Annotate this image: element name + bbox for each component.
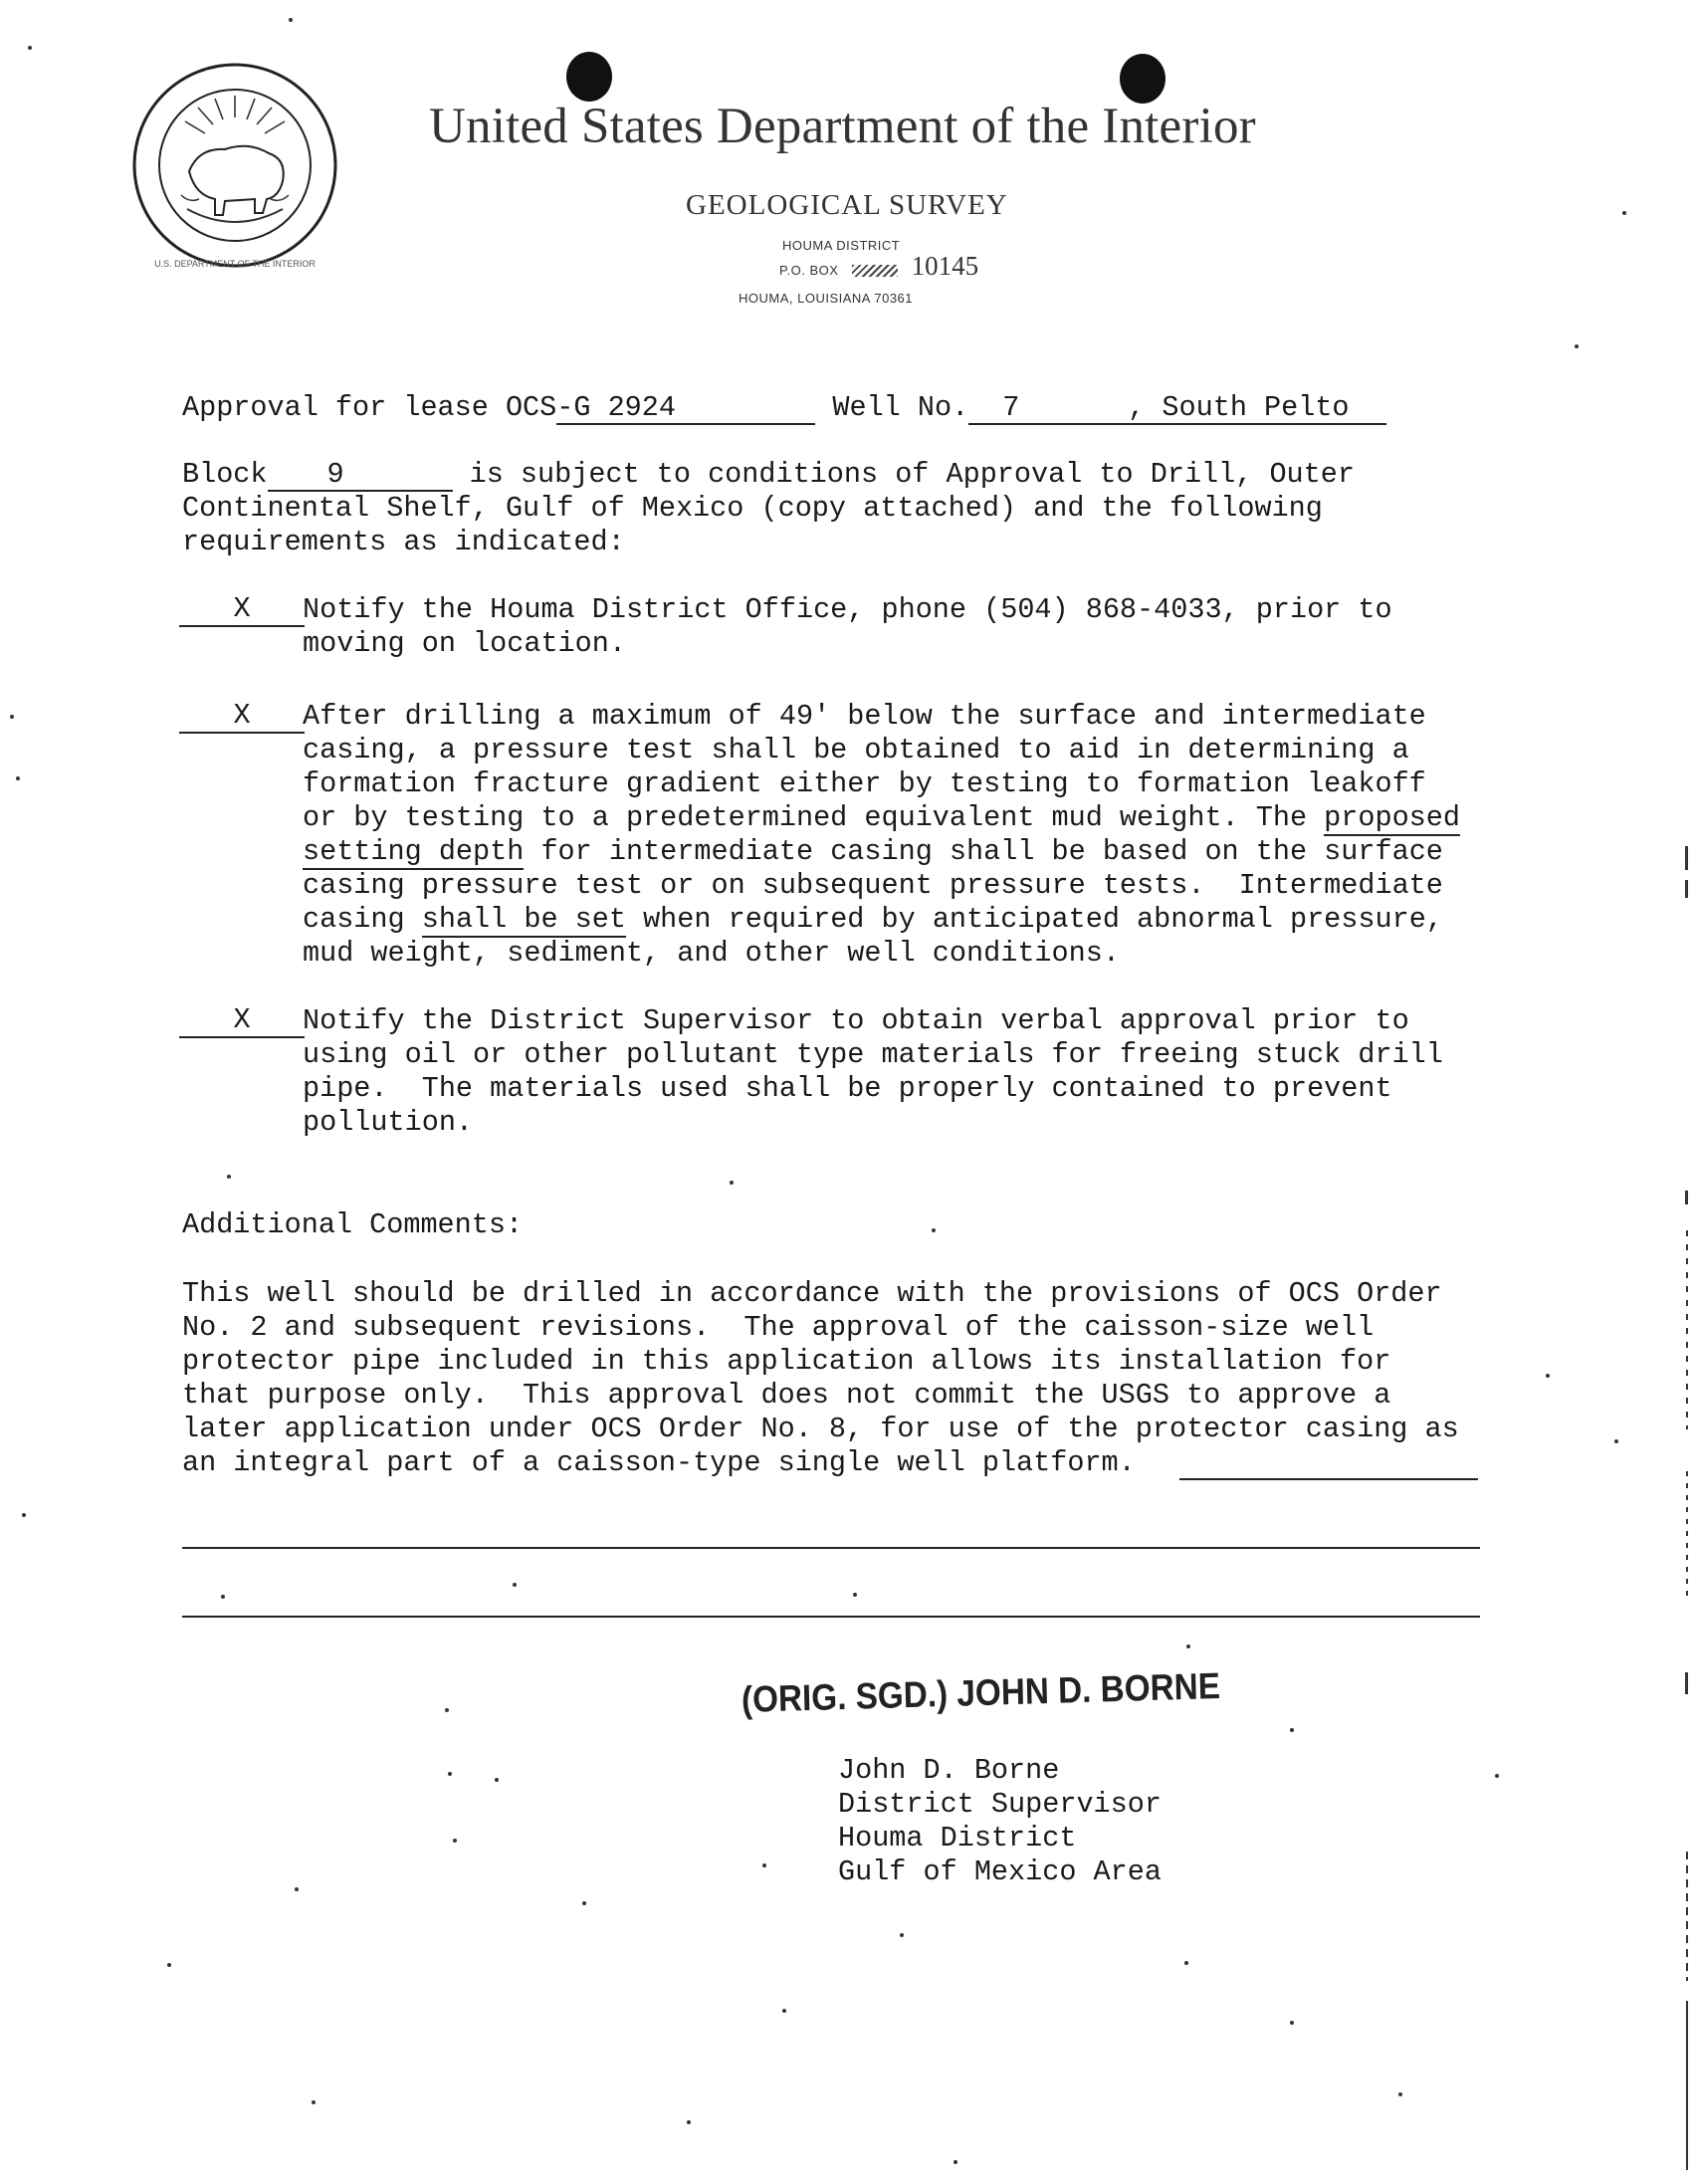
requirement-2-line-1: After drilling a maximum of 49' below the surface and intermediate [303,700,1426,733]
comments-line-4: that purpose only. This approval does not commit the USGS to approve a [182,1379,1391,1412]
city-line: HOUMA, LOUISIANA 70361 [739,291,914,306]
po-box-number: 10145 [911,251,979,281]
block-number-value: 9 [326,458,344,491]
requirement-1-line-2: moving on location. [303,627,626,660]
block-label: Block [182,458,268,491]
requirement-3-line-1: Notify the District Supervisor to obtain verbal approval prior to [303,1004,1409,1037]
requirement-2-line-7-text: when required by anticipated abnormal pressure, [625,903,1443,936]
requirement-3-line-2: using oil or other pollutant type materials for freeing stuck drill [303,1038,1443,1071]
scan-speck [28,46,32,50]
scan-speck [22,1513,26,1517]
scan-speck [1546,1374,1550,1378]
scan-speck [853,1593,857,1597]
requirement-2-line-3: formation fracture gradient either by testing to formation leakoff [303,767,1426,800]
scan-speck [227,1175,231,1179]
scan-speck [954,2160,957,2164]
requirement-2-line-8: mud weight, sediment, and other well conditions. [303,937,1120,970]
requirement-2-line-4-text: or by testing to a predetermined equivalent mud weight. The [303,801,1325,834]
requirement-2-line-5-text: for intermediate casing shall be based on the surface [524,835,1443,868]
lease-number: -G 2924 [556,393,815,425]
scan-edge-mark [1685,846,1688,870]
scan-edge-mark [1686,1230,1688,1429]
signature-stamp: (ORIG. SGD.) JOHN D. BORNE [741,1665,1221,1720]
scan-speck [1186,1644,1190,1648]
requirement-2-line-6: casing pressure test or on subsequent pressure tests. Intermediate [303,869,1443,902]
requirement-2-line-2: casing, a pressure test shall be obtained to aid in determining a [303,734,1409,766]
scan-edge-mark [1685,1672,1688,1694]
seal [129,60,340,271]
scan-speck [1575,344,1579,348]
punch-hole-left [566,52,612,102]
scan-speck [445,1708,449,1712]
requirement-1-line-1: Notify the Houma District Office, phone (504) 868-4033, prior to [303,593,1392,626]
approval-line [182,391,1386,425]
signer-area: Gulf of Mexico Area [838,1856,1162,1888]
department-of-interior-seal-icon [129,60,340,271]
scan-speck [495,1778,499,1782]
requirement-2-line-4 [303,801,1460,835]
well-number [968,393,1128,425]
scan-edge-mark [1686,1852,1688,1981]
scan-edge-mark [1685,1191,1688,1204]
scan-speck [1614,1439,1618,1443]
scan-speck [1290,2021,1294,2025]
comments-rule-1 [182,1547,1480,1549]
requirement-3-line-3: pipe. The materials used shall be properly contained to prevent [303,1072,1392,1105]
block-line-text: is subject to conditions of Approval to Drill, Outer [469,458,1355,491]
struck-box-number [852,265,898,277]
scan-speck [1622,211,1626,215]
scan-speck [10,715,14,719]
scan-speck [582,1901,586,1905]
scan-speck [289,18,293,22]
requirement-2-mark: X [179,700,305,734]
requirement-2-line-7 [303,903,1460,937]
approval-prefix: Approval for lease OCS [182,391,557,424]
comments-line-6 [182,1446,1478,1480]
scan-speck [932,1228,936,1232]
seal-text: U.S. DEPARTMENT OF THE INTERIOR [154,259,316,269]
well-number-value: 7 [1002,391,1020,424]
scan-speck [900,1933,904,1937]
district-label: HOUMA DISTRICT [782,238,901,253]
signer-district: Houma District [838,1822,1077,1855]
requirement-1-mark: X [179,593,305,627]
scan-speck [16,776,20,780]
requirement-2-line-7-pre: casing [303,903,422,936]
signer-name: John D. Borne [838,1754,1060,1787]
comments-rule-2 [182,1616,1480,1618]
scan-speck [762,1863,766,1867]
requirement-2-text [303,700,1460,971]
scan-speck [687,2120,691,2124]
scan-speck [730,1181,734,1185]
scan-speck [221,1595,225,1599]
requirement-3-line-4: pollution. [303,1106,474,1139]
block-line [182,458,1355,492]
conditions-line-2: Continental Shelf, Gulf of Mexico (copy attached) and the following [182,492,1323,525]
requirement-3-text [303,1004,1443,1140]
comments-line-6-text: an integral part of a caisson-type single well platform. [182,1446,1136,1479]
signature-block [838,1754,1162,1889]
scan-speck [513,1583,517,1587]
comments-body [182,1277,1478,1480]
area-name: , South Pelto [1128,393,1386,425]
scan-edge-mark [1686,1471,1688,1601]
scan-speck [1290,1728,1294,1732]
scan-speck [295,1887,299,1891]
shall-be-set-underlined: shall be set [421,903,626,936]
po-box-label: P.O. BOX [779,263,839,278]
scan-speck [448,1772,452,1776]
scan-speck [1398,2092,1402,2096]
comments-line-5: later application under OCS Order No. 8, for use of the protector casing as [182,1413,1459,1445]
scan-edge-mark [1685,880,1688,898]
comments-line-1: This well should be drilled in accordance with the provisions of OCS Order [182,1277,1442,1310]
block-number [268,460,453,492]
scan-speck [167,1963,171,1967]
agency-title: GEOLOGICAL SURVEY [686,189,1008,221]
scan-speck [312,2100,316,2104]
requirement-1-text [303,593,1392,661]
department-title: United States Department of the Interior [429,99,1256,154]
scan-speck [782,2009,786,2013]
requirement-2-line-5 [303,835,1460,869]
comments-line-2: No. 2 and subsequent revisions. The approval of the caisson-size well [182,1311,1375,1344]
scan-speck [453,1839,457,1843]
setting-depth-underlined: setting depth [303,835,525,868]
scan-edge-mark [1686,2001,1688,2170]
scan-speck [1184,1961,1188,1965]
po-box-line [779,251,978,282]
well-label: Well No. [832,391,969,424]
scan-speck [1495,1774,1499,1778]
conditions-line-3: requirements as indicated: [182,526,625,558]
signer-title: District Supervisor [838,1788,1162,1821]
comments-label: Additional Comments: [182,1208,524,1241]
punch-hole-right [1120,54,1166,104]
comments-blank-line [1179,1450,1478,1480]
comments-line-3: protector pipe included in this application allows its installation for [182,1345,1391,1378]
proposed-underlined: proposed [1324,801,1460,834]
requirement-3-mark: X [179,1004,305,1038]
